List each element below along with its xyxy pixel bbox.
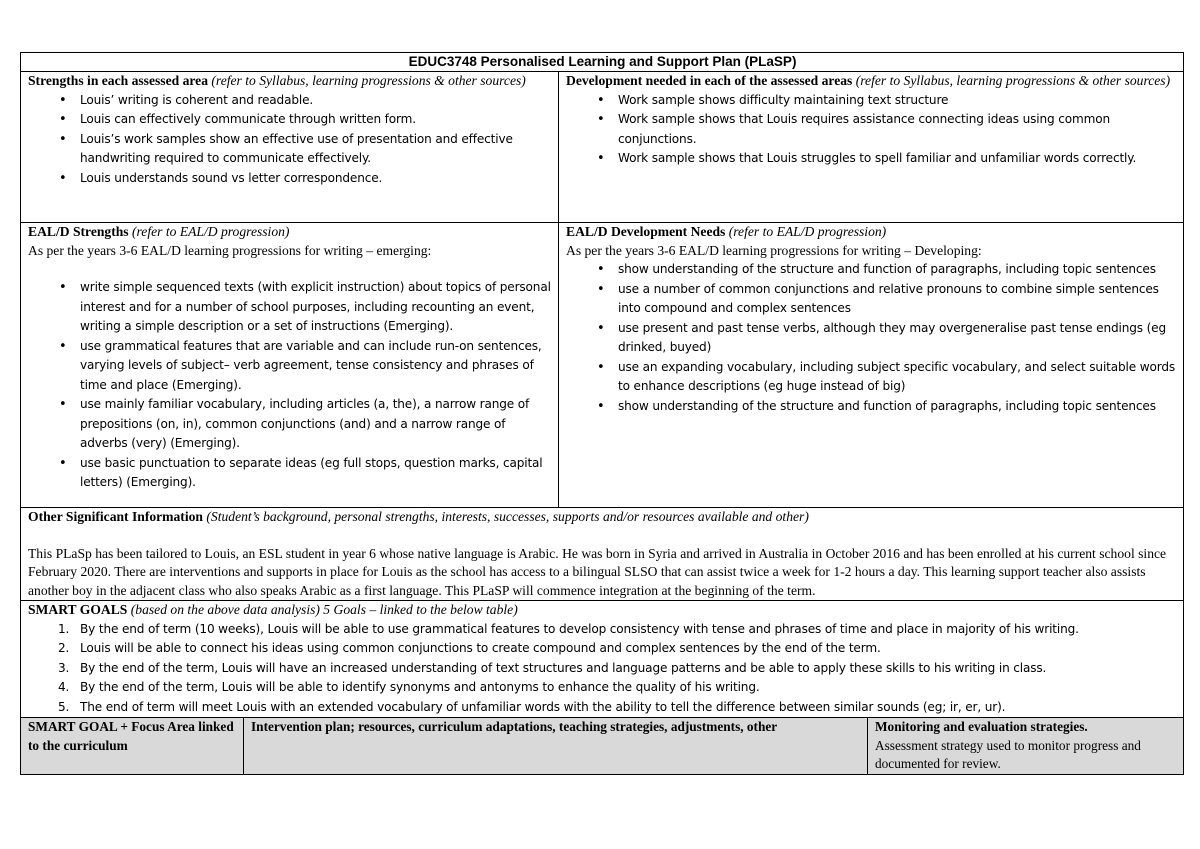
- smart-goals-row: [21, 601, 1184, 718]
- title-row: [21, 53, 1184, 72]
- eald-strengths-heading: EAL/D Strengths: [28, 224, 129, 239]
- list-item: • show understanding of the structure and function of paragraphs, including topic sentences: [618, 397, 1177, 417]
- eald-strengths-header: [28, 223, 552, 242]
- plasp-document: [20, 52, 1183, 775]
- other-info-body: This PLaSp has been tailored to Louis, an ESL student in year 6 whose native language is Arabic. He was born in Syria and arrived in Australia in October 2016 and has been enrolled at his current school since February 2020. There are interventions and supports in place for Louis as the school has access to a bilingual SLSO that can assist twice a week for 1-2 hours a day. This learning support teacher also assists another boy in the adjacent class who also speaks Arabic as a first language. This PLaSP will commence integration at the beginning of the term.: [28, 545, 1167, 598]
- list-item: • use a number of common conjunctions and relative pronouns to combine simple sentences into compound and complex sentences: [618, 280, 1177, 319]
- goal-text: Louis will be able to connect his ideas using common conjunctions to create compound and complex sentences by the end of the term.: [80, 641, 881, 655]
- smart-goals-list: [28, 620, 1177, 718]
- list-item: • use present and past tense verbs, although they may overgeneralise past tense endings (eg drinked, buyed): [618, 319, 1177, 358]
- list-item: • use basic punctuation to separate ideas (eg full stops, question marks, capital letters) (Emerging).: [80, 454, 552, 493]
- header-intervention-plan: Intervention plan; resources, curriculum adaptations, teaching strategies, adjustments, other: [244, 718, 868, 775]
- smart-goals-note: (based on the above data analysis) 5 Goals – linked to the below table): [130, 602, 518, 617]
- list-item: [58, 620, 1177, 640]
- list-item: • Work sample shows that Louis struggles to spell familiar and unfamiliar words correctly.: [618, 149, 1177, 169]
- smart-goals-header: [28, 601, 1177, 620]
- strengths-header: [28, 72, 552, 91]
- goal-table-header-row: [21, 718, 1184, 775]
- goal-number: 5.: [58, 699, 70, 714]
- header-smart-goal: SMART GOAL + Focus Area linked to the curriculum: [21, 718, 244, 775]
- list-item: • Louis understands sound vs letter correspondence.: [80, 169, 552, 189]
- development-note: (refer to Syllabus, learning progressions & other sources): [855, 73, 1171, 88]
- strengths-note: (refer to Syllabus, learning progressions & other sources): [211, 73, 526, 88]
- document-title: EDUC3748 Personalised Learning and Support Plan (PLaSP): [21, 53, 1184, 72]
- list-item: [58, 659, 1177, 679]
- smart-goals-heading: SMART GOALS: [28, 602, 128, 617]
- goal-text: By the end of the term, Louis will be able to identify synonyms and antonyms to enhance the quality of his writing.: [80, 680, 760, 694]
- other-info-note: (Student’s background, personal strengths, interests, successes, supports and/or resources available and other): [206, 509, 809, 524]
- development-cell: [559, 72, 1184, 223]
- goal-number: 1.: [58, 621, 70, 636]
- strengths-list: [28, 91, 552, 189]
- monitoring-heading: Monitoring and evaluation strategies.: [875, 719, 1088, 734]
- goal-number: 3.: [58, 660, 70, 675]
- other-info-cell: [21, 508, 1184, 601]
- monitoring-note: Assessment strategy used to monitor progress and documented for review.: [875, 737, 1141, 771]
- other-info-header: [28, 508, 1177, 527]
- development-heading: Development needed in each of the assessed areas: [566, 73, 853, 88]
- plasp-table: [20, 52, 1184, 775]
- list-item: • Work sample shows difficulty maintaining text structure: [618, 91, 1177, 111]
- eald-strengths-list: [28, 278, 552, 493]
- eald-strengths-cell: [21, 223, 559, 508]
- list-item: • use mainly familiar vocabulary, including articles (a, the), a narrow range of prepositions (on, in), common conjunctions (and) and a narrow range of adverbs (very) (Emerging).: [80, 395, 552, 454]
- goal-number: 2.: [58, 641, 70, 655]
- smart-goals-cell: [21, 601, 1184, 718]
- list-item: • write simple sequenced texts (with explicit instruction) about topics of personal interest and for a number of school purposes, including recounting an event, writing a simple description or a set of instructions (Emerging).: [80, 278, 552, 337]
- list-item: • Louis can effectively communicate through written form.: [80, 110, 552, 130]
- eald-needs-cell: [559, 223, 1184, 508]
- header-monitoring: [868, 718, 1184, 775]
- list-item: • use an expanding vocabulary, including subject specific vocabulary, and select suitable words to enhance descriptions (eg huge instead of big): [618, 358, 1177, 397]
- list-item: [58, 698, 1177, 718]
- eald-strengths-intro: As per the years 3-6 EAL/D learning progressions for writing – emerging:: [28, 242, 432, 258]
- eald-needs-heading: EAL/D Development Needs: [566, 224, 726, 239]
- assessed-areas-row: [21, 72, 1184, 223]
- development-header: [566, 72, 1177, 91]
- list-item: • use grammatical features that are variable and can include run-on sentences, varying levels of subject– verb agreement, tense consistency and phrases of time and place (Emerging).: [80, 337, 552, 396]
- eald-needs-note: (refer to EAL/D progression): [728, 224, 887, 239]
- development-list: [566, 91, 1177, 169]
- strengths-cell: [21, 72, 559, 223]
- goal-text: By the end of the term, Louis will have an increased understanding of text structures and language patterns and be able to apply these skills to his writing in class.: [80, 660, 1047, 675]
- strengths-heading: Strengths in each assessed area: [28, 73, 208, 88]
- list-item: [58, 678, 1177, 698]
- list-item: • Louis’ writing is coherent and readable.: [80, 91, 552, 111]
- eald-strengths-note: (refer to EAL/D progression): [132, 224, 290, 239]
- eald-needs-list: [566, 260, 1177, 416]
- eald-row: [21, 223, 1184, 508]
- list-item: • Work sample shows that Louis requires assistance connecting ideas using common conjunctions.: [618, 110, 1177, 149]
- list-item: [58, 639, 1177, 659]
- eald-needs-intro: As per the years 3-6 EAL/D learning progressions for writing – Developing:: [566, 242, 982, 258]
- list-item: • Louis’s work samples show an effective use of presentation and effective handwriting required to communicate effectively.: [80, 130, 552, 169]
- goal-number: 4.: [58, 680, 70, 694]
- goal-text: By the end of term (10 weeks), Louis will be able to use grammatical features to develop consistency with tense and phrases of time and place in majority of his writing.: [80, 621, 1079, 636]
- other-info-row: [21, 508, 1184, 601]
- goal-text: The end of term will meet Louis with an extended vocabulary of unfamiliar words with the ability to tell the difference between similar sounds (eg; ir, er, ur).: [80, 699, 1006, 714]
- eald-needs-header: [566, 223, 1177, 242]
- other-info-heading: Other Significant Information: [28, 509, 203, 524]
- list-item: • show understanding of the structure and function of paragraphs, including topic sentences: [618, 260, 1177, 280]
